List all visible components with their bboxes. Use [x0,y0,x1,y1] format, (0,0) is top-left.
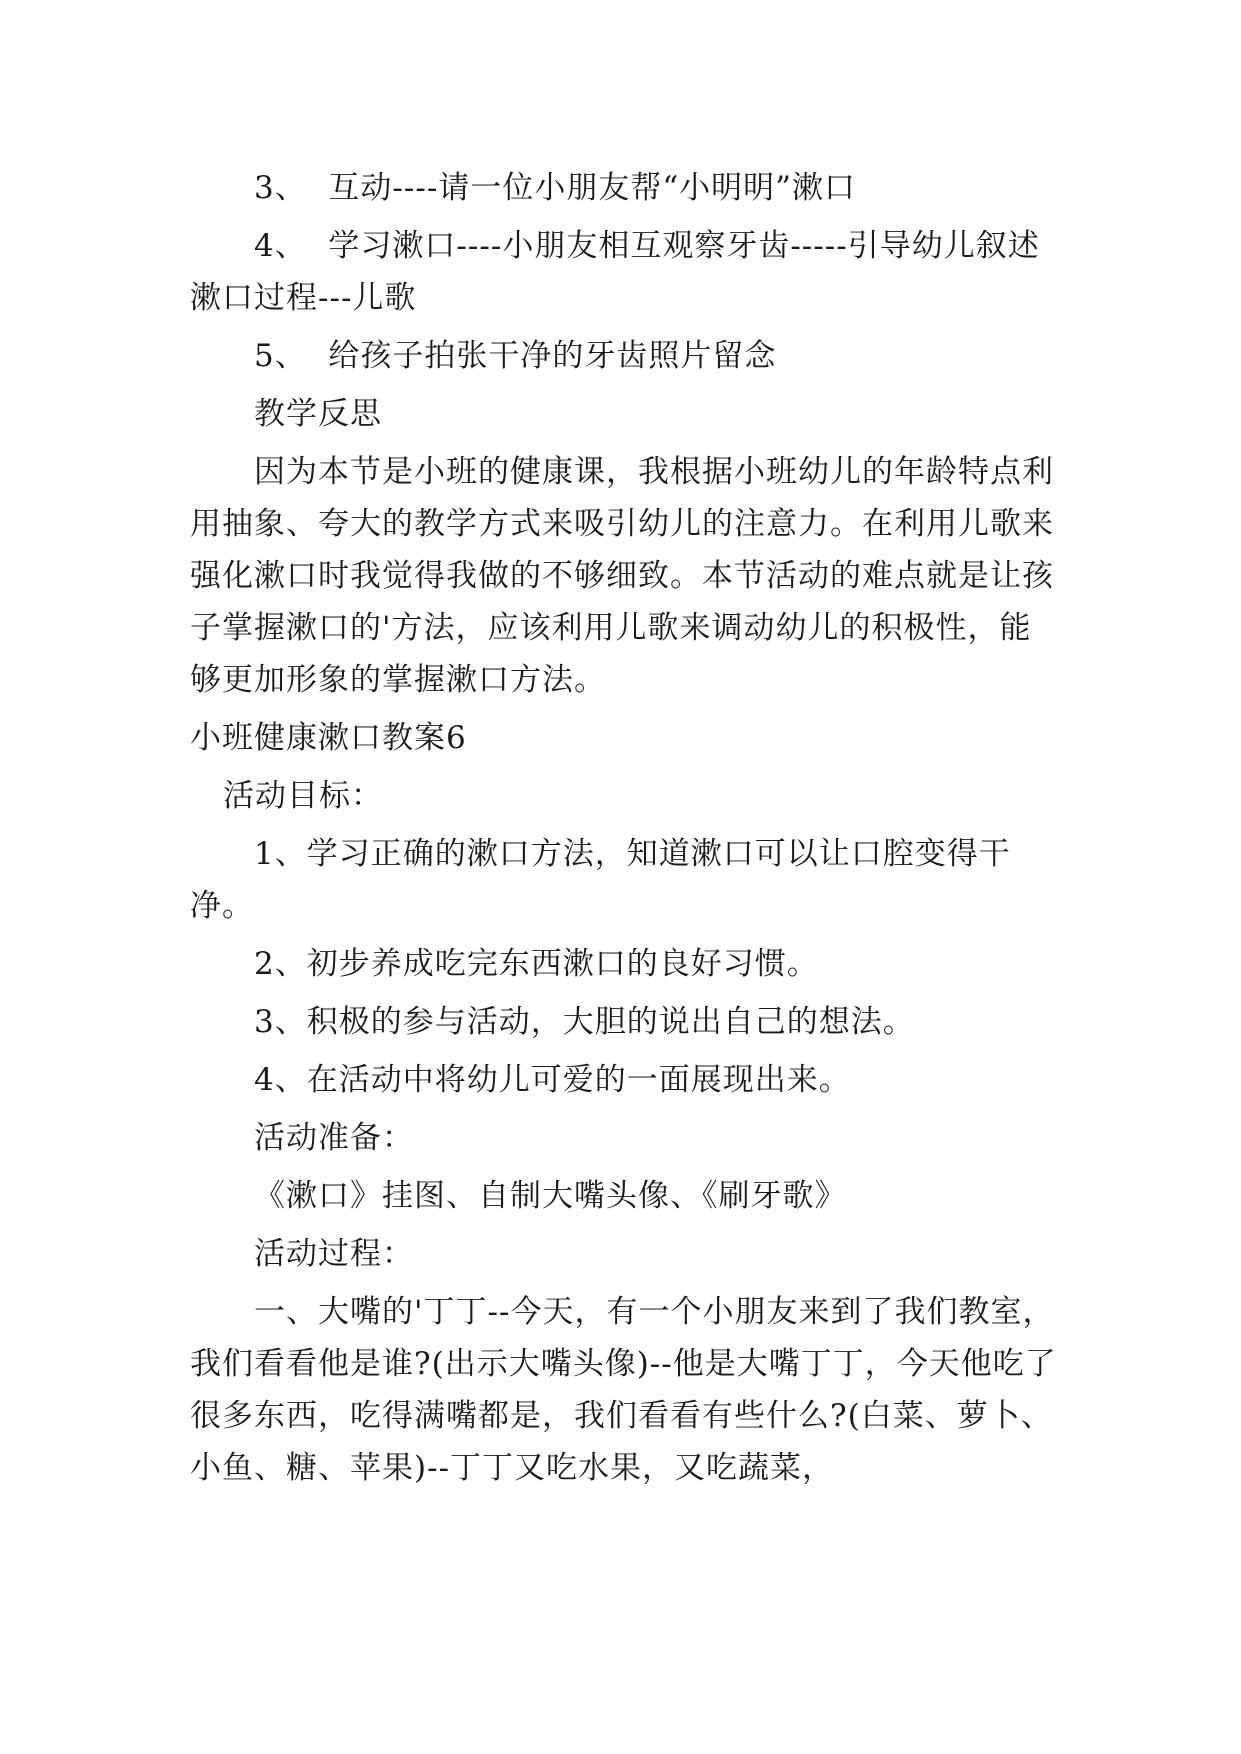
paragraph-process-1: 一、大嘴的'丁丁--今天，有一个小朋友来到了我们教室，我们看看他是谁?(出示大嘴头像)--他是大嘴丁丁，今天他吃了很多东西，吃得满嘴都是，我们看看有些什么?(白菜、萝卜、小鱼、糖、苹果)--丁丁又吃水果，又吃蔬菜， [190,1294,1057,1486]
goal-item-3: 3、积极的参与活动，大胆的说出自己的想法。 [254,1004,915,1040]
goal-item-1: 1、学习正确的漱口方法，知道漱口可以让口腔变得干净。 [190,836,1011,924]
paragraph-preparation: 《漱口》挂图、自制大嘴头像、《刷牙歌》 [254,1178,847,1214]
section-heading-goals: 活动目标： [223,778,383,814]
section-heading-preparation: 活动准备： [254,1120,414,1156]
goal-item-2: 2、初步养成吃完东西漱口的良好习惯。 [254,946,819,982]
document-title: 小班健康漱口教案6 [190,720,467,756]
section-heading-reflection: 教学反思 [254,396,382,432]
paragraph-step-3: 3、 互动----请一位小朋友帮“小明明”漱口 [254,170,857,206]
paragraph-step-5: 5、 给孩子拍张干净的牙齿照片留念 [254,338,777,374]
paragraph-reflection: 因为本节是小班的健康课，我根据小班幼儿的年龄特点利用抽象、夸大的教学方式来吸引幼儿的注意力。在利用儿歌来强化漱口时我觉得我做的不够细致。本节活动的难点就是让孩子掌握漱口的'方法，应该利用儿歌来调动幼儿的积极性，能够更加形象的掌握漱口方法。 [190,454,1054,698]
paragraph-step-4: 4、 学习漱口----小朋友相互观察牙齿-----引导幼儿叙述漱口过程---儿歌 [190,228,1040,316]
goal-item-4: 4、在活动中将幼儿可爱的一面展现出来。 [254,1062,851,1098]
section-heading-process: 活动过程： [254,1236,414,1272]
document-body [190,162,1060,1500]
